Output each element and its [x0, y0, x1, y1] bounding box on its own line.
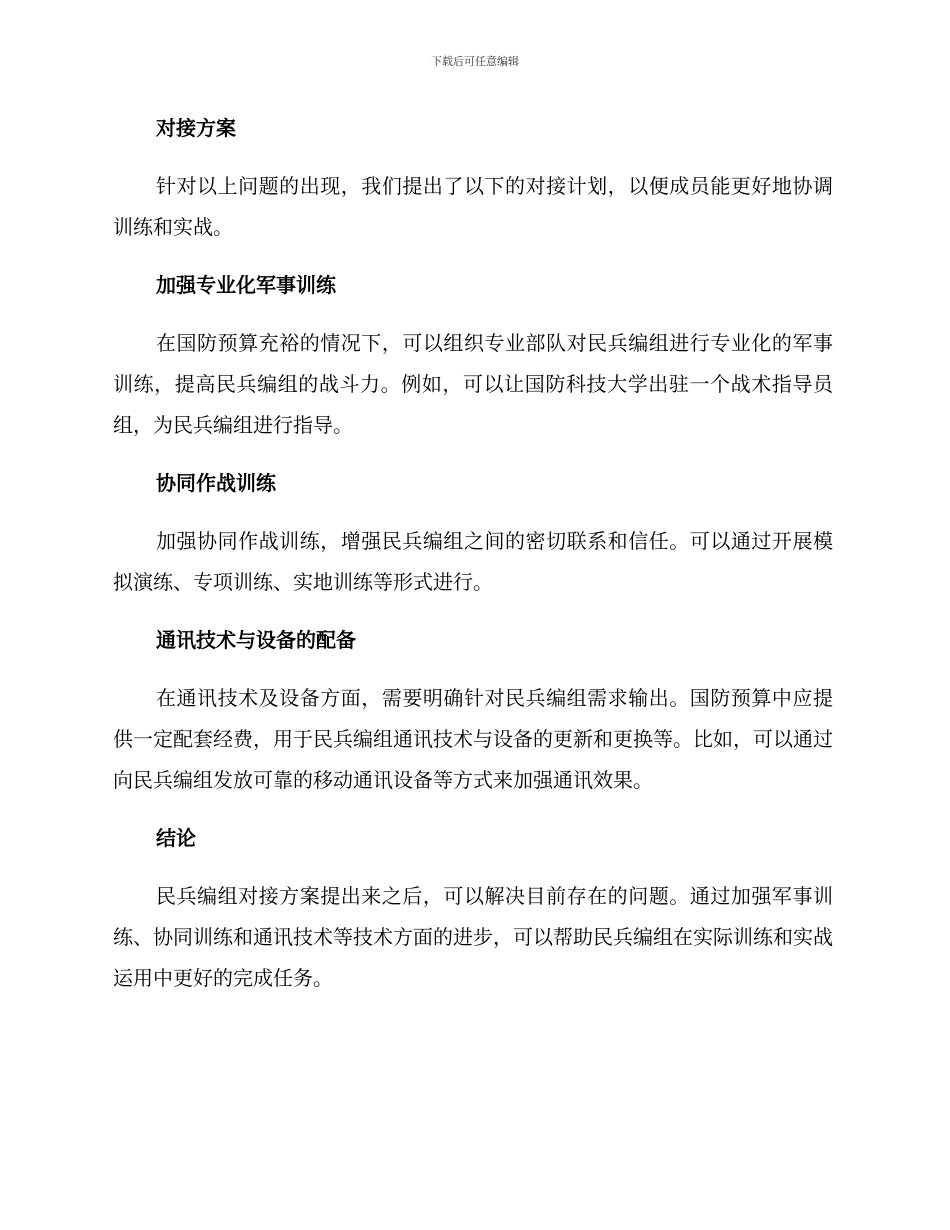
- section-heading-joint-operations: 协同作战训练: [156, 471, 276, 495]
- section-paragraph-joint-operations: 加强协同作战训练，增强民兵编组之间的密切联系和信任。可以通过开展模拟演练、专项训练、实地训练等形式进行。: [113, 529, 833, 594]
- section-heading-military-training: 加强专业化军事训练: [156, 273, 336, 297]
- document-body: [113, 108, 833, 1016]
- section-paragraph-docking-plan: 针对以上问题的出现，我们提出了以下的对接计划，以便成员能更好地协调训练和实战。: [113, 174, 833, 239]
- section-paragraph-communications: 在通讯技术及设备方面，需要明确针对民兵编组需求输出。国防预算中应提供一定配套经费，用于民兵编组通讯技术与设备的更新和更换等。比如，可以通过向民兵编组发放可靠的移动通讯设备等方式来加强通讯效果。: [113, 686, 833, 792]
- section-heading-docking-plan: 对接方案: [156, 116, 236, 140]
- section-paragraph-conclusion: 民兵编组对接方案提出来之后，可以解决目前存在的问题。通过加强军事训练、协同训练和通讯技术等技术方面的进步，可以帮助民兵编组在实际训练和实战运用中更好的完成任务。: [113, 884, 833, 990]
- section-paragraph-military-training: 在国防预算充裕的情况下，可以组织专业部队对民兵编组进行专业化的军事训练，提高民兵编组的战斗力。例如，可以让国防科技大学出驻一个战术指导员组，为民兵编组进行指导。: [113, 331, 833, 437]
- page-header: 下载后可任意编辑: [431, 55, 519, 68]
- section-heading-communications: 通讯技术与设备的配备: [156, 628, 356, 652]
- section-heading-conclusion: 结论: [156, 826, 196, 850]
